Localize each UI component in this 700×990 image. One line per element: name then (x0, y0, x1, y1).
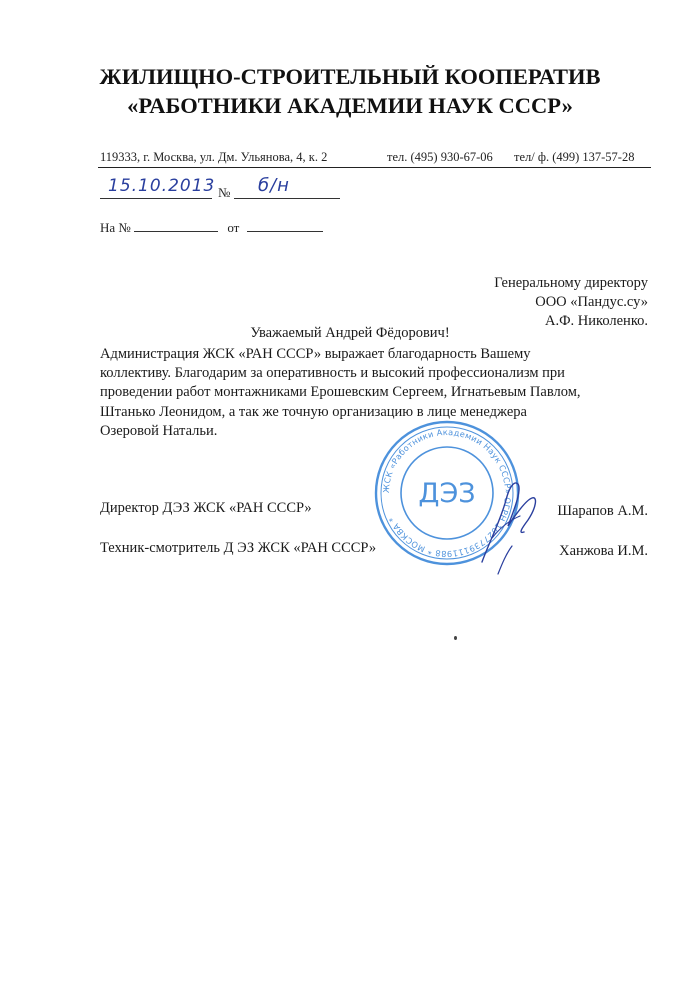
phone-text: тел. (495) 930-67-06 (387, 150, 493, 164)
incoming-number-blank (134, 217, 218, 232)
incoming-na-label: На № (100, 220, 131, 235)
stamp-center-text: ДЭЗ (418, 478, 476, 509)
signatory-2-title: Техник-смотритель Д ЭЗ ЖСК «РАН СССР» (100, 540, 377, 556)
body-line: коллективу. Благодарим за оперативность и высокий профессионализм при (100, 365, 565, 382)
outgoing-ref-row (100, 175, 340, 204)
outgoing-date: 15.10.2013 (108, 176, 216, 196)
signatory-1-title: Директор ДЭЗ ЖСК «РАН СССР» (100, 500, 312, 516)
body-line: проведении работ монтажниками Ерошевским Сергеем, Игнатьевым Павлом, (100, 384, 581, 401)
ink-speck (454, 636, 457, 640)
address-text: 119333, г. Москва, ул. Дм. Ульянова, 4, к. 2 (100, 150, 328, 164)
body-line: Администрация ЖСК «РАН СССР» выражает благодарность Вашему (100, 346, 531, 362)
greeting: Уважаемый Андрей Фёдорович! (250, 325, 450, 341)
number-underline (234, 198, 340, 199)
addressee-line3: А.Ф. Николенко. (544, 313, 648, 329)
letterhead-title-line2: «РАБОТНИКИ АКАДЕМИИ НАУК СССР» (127, 93, 573, 118)
incoming-ref-row (100, 217, 323, 236)
header-divider (98, 167, 651, 168)
signatory-2-name: Ханжова И.М. (559, 543, 648, 559)
signature-scribble-1 (462, 470, 552, 580)
addressee-line2: ООО «Пандус.су» (535, 294, 648, 310)
letterhead-title-line1: ЖИЛИЩНО-СТРОИТЕЛЬНЫЙ КООПЕРАТИВ (99, 64, 601, 89)
addressee-line1: Генеральному директору (494, 275, 648, 291)
body-line: Штанько Леонидом, а так же точную организацию в лице менеджера (100, 403, 527, 420)
stamp-ring-text: ЖСК «Работники Академии Наук СССР» ОГРН 1027739111988 * МОСКВА * (380, 426, 514, 560)
date-underline (100, 198, 212, 199)
incoming-date-blank (247, 217, 323, 232)
signatory-1-name: Шарапов А.М. (557, 503, 648, 519)
fax-text: тел/ ф. (499) 137-57-28 (514, 150, 635, 164)
outgoing-number: б/н (258, 175, 290, 196)
incoming-ot-label: от (227, 220, 240, 235)
outgoing-number-label: № (218, 185, 231, 200)
body-line: Озеровой Натальи. (100, 422, 218, 439)
